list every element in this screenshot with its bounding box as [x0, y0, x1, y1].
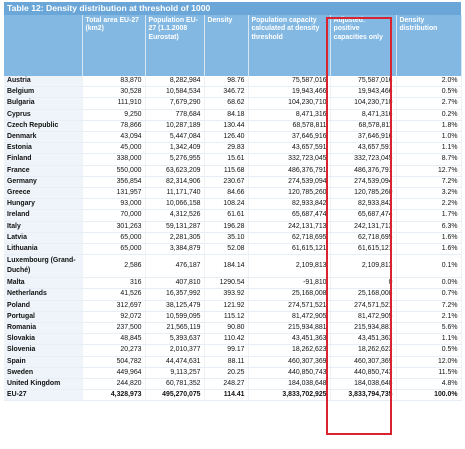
table-row: [4, 210, 461, 221]
cell-country: Denmark: [4, 132, 82, 143]
cell-adjusted: 242,131,713: [330, 221, 396, 232]
cell-capacity: 65,687,474: [248, 210, 330, 221]
table-row: [4, 188, 461, 199]
cell-distribution: 12.7%: [396, 165, 461, 176]
cell-population: 21,565,119: [145, 323, 204, 334]
cell-area: 338,000: [82, 154, 145, 165]
cell-distribution: 3.2%: [396, 188, 461, 199]
cell-area: 2,586: [82, 255, 145, 278]
cell-distribution: 0.0%: [396, 278, 461, 289]
cell-adjusted: 184,038,648: [330, 379, 396, 390]
cell-density: 248.27: [204, 379, 248, 390]
cell-adjusted: 274,571,521: [330, 300, 396, 311]
cell-country: Czech Republic: [4, 120, 82, 131]
cell-population: 10,584,534: [145, 87, 204, 98]
cell-capacity: 3,833,702,925: [248, 390, 330, 401]
cell-population: 5,393,637: [145, 334, 204, 345]
cell-capacity: -91,810: [248, 278, 330, 289]
cell-distribution: 2.2%: [396, 199, 461, 210]
cell-area: 244,820: [82, 379, 145, 390]
cell-adjusted: 2,109,813: [330, 255, 396, 278]
cell-distribution: 0.7%: [396, 289, 461, 300]
cell-distribution: 0.2%: [396, 109, 461, 120]
cell-population: 63,623,209: [145, 165, 204, 176]
cell-area: 70,000: [82, 210, 145, 221]
table-row: [4, 289, 461, 300]
cell-distribution: 11.5%: [396, 367, 461, 378]
cell-density: 15.61: [204, 154, 248, 165]
header-population: Population EU-27 (1.1.2008 Eurostat): [145, 15, 204, 76]
cell-density: 130.44: [204, 120, 248, 131]
cell-distribution: 0.5%: [396, 345, 461, 356]
cell-country: Ireland: [4, 210, 82, 221]
cell-country: EU-27: [4, 390, 82, 401]
cell-density: 90.80: [204, 323, 248, 334]
table-row: [4, 379, 461, 390]
cell-area: 9,250: [82, 109, 145, 120]
cell-population: 5,276,955: [145, 154, 204, 165]
cell-country: Greece: [4, 188, 82, 199]
cell-density: 121.92: [204, 300, 248, 311]
cell-distribution: 6.3%: [396, 221, 461, 232]
cell-distribution: 7.2%: [396, 300, 461, 311]
cell-distribution: 8.7%: [396, 154, 461, 165]
cell-area: 92,072: [82, 311, 145, 322]
cell-population: 407,810: [145, 278, 204, 289]
cell-area: 65,000: [82, 244, 145, 255]
cell-country: Belgium: [4, 87, 82, 98]
cell-population: 44,474,631: [145, 356, 204, 367]
cell-adjusted: 68,578,811: [330, 120, 396, 131]
cell-country: Portugal: [4, 311, 82, 322]
table-row: [4, 255, 461, 278]
cell-adjusted: 215,934,881: [330, 323, 396, 334]
cell-area: 65,000: [82, 232, 145, 243]
cell-country: Bulgaria: [4, 98, 82, 109]
cell-density: 108.24: [204, 199, 248, 210]
header-row: [4, 15, 461, 76]
cell-capacity: 104,230,710: [248, 98, 330, 109]
cell-capacity: 43,657,591: [248, 143, 330, 154]
cell-population: 3,384,879: [145, 244, 204, 255]
cell-population: 60,781,352: [145, 379, 204, 390]
table-row: [4, 334, 461, 345]
cell-area: 301,263: [82, 221, 145, 232]
cell-density: 84.18: [204, 109, 248, 120]
table-row: [4, 143, 461, 154]
cell-population: 11,171,740: [145, 188, 204, 199]
cell-capacity: 274,571,521: [248, 300, 330, 311]
cell-density: 115.12: [204, 311, 248, 322]
table-body: [4, 76, 461, 401]
table-row: [4, 165, 461, 176]
cell-population: 10,599,095: [145, 311, 204, 322]
cell-distribution: 1.7%: [396, 210, 461, 221]
cell-area: 20,273: [82, 345, 145, 356]
cell-country: Italy: [4, 221, 82, 232]
cell-density: 184.14: [204, 255, 248, 278]
cell-adjusted: 37,646,916: [330, 132, 396, 143]
cell-adjusted: 120,785,260: [330, 188, 396, 199]
cell-adjusted: 332,723,045: [330, 154, 396, 165]
table-row: [4, 199, 461, 210]
table-row: [4, 154, 461, 165]
cell-adjusted: 25,168,008: [330, 289, 396, 300]
cell-country: Estonia: [4, 143, 82, 154]
cell-population: 2,010,377: [145, 345, 204, 356]
table-row: [4, 356, 461, 367]
cell-area: 4,328,973: [82, 390, 145, 401]
cell-capacity: 18,262,623: [248, 345, 330, 356]
cell-population: 16,357,992: [145, 289, 204, 300]
cell-capacity: 440,850,743: [248, 367, 330, 378]
cell-area: 78,866: [82, 120, 145, 131]
table-row: [4, 132, 461, 143]
table-row: [4, 176, 461, 187]
cell-population: 778,684: [145, 109, 204, 120]
cell-density: 88.11: [204, 356, 248, 367]
cell-density: 99.17: [204, 345, 248, 356]
cell-capacity: 43,451,363: [248, 334, 330, 345]
cell-country: United Kingdom: [4, 379, 82, 390]
cell-area: 131,957: [82, 188, 145, 199]
cell-distribution: 1.1%: [396, 334, 461, 345]
cell-capacity: 274,539,094: [248, 176, 330, 187]
cell-density: 393.92: [204, 289, 248, 300]
cell-distribution: 0.1%: [396, 255, 461, 278]
cell-area: 237,500: [82, 323, 145, 334]
cell-density: 29.83: [204, 143, 248, 154]
cell-population: 476,187: [145, 255, 204, 278]
cell-area: 449,964: [82, 367, 145, 378]
table-row: [4, 221, 461, 232]
cell-density: 115.68: [204, 165, 248, 176]
cell-adjusted: 486,376,791: [330, 165, 396, 176]
cell-capacity: 8,471,316: [248, 109, 330, 120]
cell-population: 10,066,158: [145, 199, 204, 210]
cell-adjusted: 8,471,316: [330, 109, 396, 120]
cell-adjusted: 65,687,474: [330, 210, 396, 221]
table-row: [4, 300, 461, 311]
cell-density: 196.28: [204, 221, 248, 232]
density-table: [4, 15, 462, 401]
cell-distribution: 1.6%: [396, 232, 461, 243]
cell-adjusted: 82,933,842: [330, 199, 396, 210]
cell-adjusted: 104,230,710: [330, 98, 396, 109]
table-row: [4, 367, 461, 378]
cell-area: 83,870: [82, 76, 145, 87]
cell-country: Luxembourg (Grand-Duché): [4, 255, 82, 278]
table-row: [4, 345, 461, 356]
cell-distribution: 4.8%: [396, 379, 461, 390]
cell-adjusted: 460,307,369: [330, 356, 396, 367]
cell-adjusted: 19,943,466: [330, 87, 396, 98]
cell-country: Romania: [4, 323, 82, 334]
cell-country: Cyprus: [4, 109, 82, 120]
table-row: [4, 323, 461, 334]
table-row: [4, 311, 461, 322]
cell-distribution: 5.6%: [396, 323, 461, 334]
cell-country: Hungary: [4, 199, 82, 210]
cell-distribution: 100.0%: [396, 390, 461, 401]
cell-distribution: 2.7%: [396, 98, 461, 109]
cell-distribution: 1.6%: [396, 244, 461, 255]
cell-population: 7,679,290: [145, 98, 204, 109]
cell-distribution: 1.1%: [396, 143, 461, 154]
cell-capacity: 68,578,811: [248, 120, 330, 131]
cell-area: 504,782: [82, 356, 145, 367]
cell-distribution: 2.0%: [396, 76, 461, 87]
cell-area: 45,000: [82, 143, 145, 154]
cell-capacity: 61,615,121: [248, 244, 330, 255]
cell-distribution: 1.8%: [396, 120, 461, 131]
cell-country: Spain: [4, 356, 82, 367]
cell-density: 20.25: [204, 367, 248, 378]
cell-population: 2,281,305: [145, 232, 204, 243]
cell-density: 52.08: [204, 244, 248, 255]
cell-distribution: 12.0%: [396, 356, 461, 367]
table-title: Table 12: Density distribution at threshold of 1000: [4, 2, 461, 15]
table-row: [4, 109, 461, 120]
cell-area: 43,094: [82, 132, 145, 143]
cell-population: 38,125,479: [145, 300, 204, 311]
cell-capacity: 120,785,260: [248, 188, 330, 199]
cell-capacity: 332,723,045: [248, 154, 330, 165]
cell-population: 4,312,526: [145, 210, 204, 221]
cell-area: 550,000: [82, 165, 145, 176]
header-country: [4, 15, 82, 76]
cell-density: 1290.54: [204, 278, 248, 289]
table-row: [4, 232, 461, 243]
cell-adjusted: 0: [330, 278, 396, 289]
cell-country: Poland: [4, 300, 82, 311]
cell-capacity: 486,376,791: [248, 165, 330, 176]
cell-country: Germany: [4, 176, 82, 187]
cell-adjusted: 62,718,695: [330, 232, 396, 243]
cell-adjusted: 75,587,016: [330, 76, 396, 87]
table-row: [4, 278, 461, 289]
table-row: [4, 390, 461, 401]
table-row: [4, 87, 461, 98]
cell-capacity: 460,307,369: [248, 356, 330, 367]
cell-country: Malta: [4, 278, 82, 289]
cell-density: 61.61: [204, 210, 248, 221]
cell-adjusted: 3,833,794,735: [330, 390, 396, 401]
cell-distribution: 1.0%: [396, 132, 461, 143]
cell-country: Lithuania: [4, 244, 82, 255]
cell-capacity: 2,109,813: [248, 255, 330, 278]
cell-capacity: 75,587,016: [248, 76, 330, 87]
cell-capacity: 62,718,695: [248, 232, 330, 243]
cell-density: 126.40: [204, 132, 248, 143]
cell-country: Latvia: [4, 232, 82, 243]
cell-population: 59,131,287: [145, 221, 204, 232]
cell-density: 230.67: [204, 176, 248, 187]
cell-area: 111,910: [82, 98, 145, 109]
cell-country: Sweden: [4, 367, 82, 378]
cell-capacity: 25,168,008: [248, 289, 330, 300]
cell-capacity: 19,943,466: [248, 87, 330, 98]
cell-distribution: 0.5%: [396, 87, 461, 98]
cell-adjusted: 43,451,363: [330, 334, 396, 345]
cell-capacity: 37,646,916: [248, 132, 330, 143]
cell-population: 82,314,906: [145, 176, 204, 187]
cell-adjusted: 61,615,121: [330, 244, 396, 255]
cell-population: 8,282,984: [145, 76, 204, 87]
cell-area: 312,697: [82, 300, 145, 311]
cell-distribution: 2.1%: [396, 311, 461, 322]
table-row: [4, 244, 461, 255]
cell-density: 84.66: [204, 188, 248, 199]
table-row: [4, 120, 461, 131]
cell-area: 356,854: [82, 176, 145, 187]
cell-capacity: 82,933,842: [248, 199, 330, 210]
cell-population: 10,287,189: [145, 120, 204, 131]
cell-density: 35.10: [204, 232, 248, 243]
cell-capacity: 215,934,881: [248, 323, 330, 334]
cell-country: France: [4, 165, 82, 176]
cell-population: 9,113,257: [145, 367, 204, 378]
table-row: [4, 98, 461, 109]
header-capacity: Population capacity calculated at density threshold: [248, 15, 330, 76]
cell-area: 48,845: [82, 334, 145, 345]
cell-density: 114.41: [204, 390, 248, 401]
cell-area: 41,526: [82, 289, 145, 300]
cell-country: Netherlands: [4, 289, 82, 300]
cell-adjusted: 274,539,094: [330, 176, 396, 187]
cell-adjusted: 440,850,743: [330, 367, 396, 378]
cell-country: Austria: [4, 76, 82, 87]
cell-capacity: 184,038,648: [248, 379, 330, 390]
cell-adjusted: 18,262,623: [330, 345, 396, 356]
cell-adjusted: 43,657,591: [330, 143, 396, 154]
cell-population: 5,447,084: [145, 132, 204, 143]
cell-density: 110.42: [204, 334, 248, 345]
cell-country: Finland: [4, 154, 82, 165]
cell-area: 316: [82, 278, 145, 289]
cell-distribution: 7.2%: [396, 176, 461, 187]
header-density: Density: [204, 15, 248, 76]
cell-density: 68.62: [204, 98, 248, 109]
cell-density: 346.72: [204, 87, 248, 98]
header-area: Total area EU-27 (km2): [82, 15, 145, 76]
cell-area: 93,000: [82, 199, 145, 210]
cell-country: Slovenia: [4, 345, 82, 356]
cell-adjusted: 81,472,905: [330, 311, 396, 322]
cell-country: Slovakia: [4, 334, 82, 345]
table-row: [4, 76, 461, 87]
cell-capacity: 81,472,905: [248, 311, 330, 322]
header-distribution: Density distribution: [396, 15, 461, 76]
cell-population: 1,342,409: [145, 143, 204, 154]
cell-capacity: 242,131,713: [248, 221, 330, 232]
header-adjusted: Adjusted: positive capacities only: [330, 15, 396, 76]
cell-area: 30,528: [82, 87, 145, 98]
cell-density: 98.76: [204, 76, 248, 87]
cell-population: 495,270,075: [145, 390, 204, 401]
